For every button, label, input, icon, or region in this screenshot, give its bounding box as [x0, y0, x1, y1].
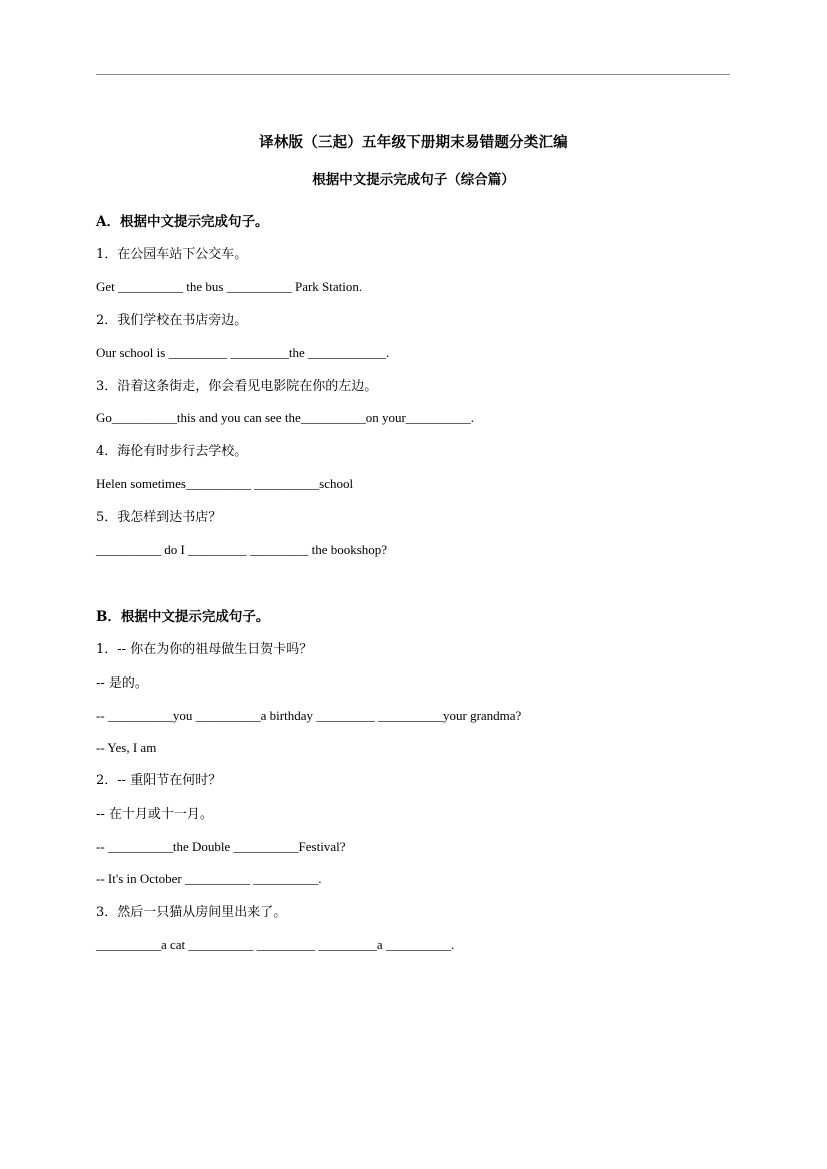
- question-prompt: 1．在公园车站下公交车。: [96, 247, 248, 262]
- question-prompt: 1．-- 你在为你的祖母做生日贺卡吗？: [96, 641, 313, 657]
- question-prompt: 2．-- 重阳节在何时？: [96, 773, 222, 789]
- header-divider: [96, 74, 730, 75]
- answer-blank-line: Helen sometimes__________ __________school: [96, 476, 354, 492]
- section-heading-b: B．根据中文提示完成句子。: [96, 608, 270, 625]
- page-subtitle: 根据中文提示完成句子（综合篇）: [312, 172, 515, 188]
- question-prompt-second: -- 在十月或十一月。: [96, 807, 213, 823]
- answer-blank-line: Our school is _________ _________the ____________.: [96, 344, 390, 360]
- answer-blank-line: Go__________this and you can see the__________on your__________.: [96, 410, 475, 426]
- question-prompt: 3．沿着这条街走，你会看见电影院在你的左边。: [96, 378, 378, 394]
- answer-blank-line: __________ do I _________ _________ the bookshop?: [96, 542, 388, 558]
- answer-blank-line: __________a cat __________ _________ _________a __________.: [96, 936, 455, 952]
- section-heading-a: A．根据中文提示完成句子。: [96, 214, 269, 230]
- question-prompt: 5．我怎样到达书店？: [96, 510, 222, 526]
- page-title: 译林版（三起）五年级下册期末易错题分类汇编: [259, 134, 568, 151]
- answer-blank-line: -- __________you __________a birthday _________ __________your grandma?: [96, 707, 522, 723]
- answer-blank-line: -- __________the Double __________Festival?: [96, 839, 346, 855]
- answer-line-second: -- Yes, I am: [96, 739, 157, 755]
- answer-blank-line: Get __________ the bus __________ Park Station.: [96, 278, 363, 294]
- section-spacer: [96, 559, 731, 583]
- question-prompt: 2．我们学校在书店旁边。: [96, 312, 248, 328]
- answer-line-second: -- It's in October __________ __________.: [96, 871, 322, 887]
- question-prompt: 4．海伦有时步行去学校。: [96, 444, 248, 460]
- question-prompt: 3．然后一只猫从房间里出来了。: [96, 905, 287, 921]
- question-prompt-second: -- 是的。: [96, 675, 148, 691]
